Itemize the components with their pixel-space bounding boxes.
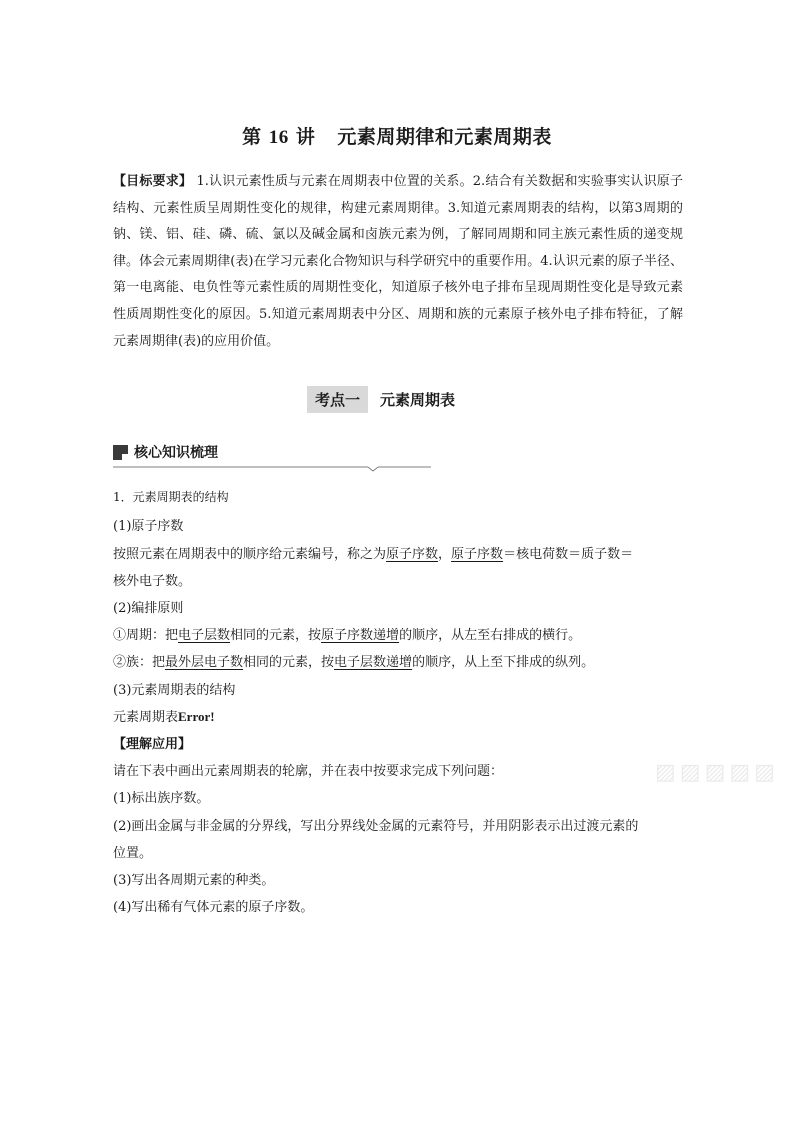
watermark: ▨▨▨▨▨ [655,760,779,785]
section-heading [307,386,467,413]
question-3: (3)写出各周期元素的种类。 [113,873,275,888]
heading-divider [113,465,431,477]
text: ， [438,547,452,562]
text: 的顺序，从左至右排成的横行。 [399,628,582,643]
blank-answer: 原子序数 [451,547,504,562]
text: ＝核电荷数＝质子数＝ [503,547,634,562]
lesson-name: 元素周期律和元素周期表 [337,126,552,148]
atomic-number-definition [113,543,633,562]
subheading-arrangement: (2)编排原则 [113,601,184,616]
blank-answer: 电子层数 [178,628,231,643]
goal-label: 【目标要求】 [113,174,193,189]
core-knowledge-label: 核心知识梳理 [134,445,218,461]
lesson-number: 16 [268,127,289,148]
section-topic: 元素周期表 [380,391,456,409]
goal-text: 1.认识元素性质与元素在周期表中位置的关系。2.结合有关数据和实验事实认识原子结构、元素性质呈周期性变化的规律，构建元素周期律。3.知道元素周期表的结构，以第3周期的钠、镁、铝、硅、磷、硫、氯以及碱金属和卤族元素为例，了解同周期和同主族元素性质的递变规律。体会元素周期律(表)在学习元素化合物知识与科学研究中的重要作用。4.认识元素的原子半径、第一电离能、电负性等元素性质的周期性变化，知道原子核外电子排布呈现周期性变化是导致元素性质周期性变化的原因。5.知道元素周期表中分区、周期和族的元素原子核外电子排布特征，了解元素周期律(表)的应用价值。 [113,174,683,349]
atomic-number-definition-cont: 核外电子数。 [113,574,192,589]
blank-answer: 原子序数 [386,547,439,562]
title-prefix: 第 [242,126,262,148]
group-rule [113,651,594,670]
goal-paragraph [113,169,683,355]
section-number: 考点一 [307,386,368,413]
blank-answer: 原子序数递增 [321,628,400,643]
apply-label: 【理解应用】 [113,737,192,752]
subheading-table-structure: (3)元素周期表的结构 [113,683,236,698]
subheading-atomic-number: (1)原子序数 [113,519,184,534]
blank-answer: 电子层数递增 [334,655,413,670]
core-knowledge-heading [113,442,218,462]
period-rule [113,624,581,643]
text: 相同的元素，按 [230,628,322,643]
title-suffix: 讲 [295,126,316,148]
text: 按照元素在周期表中的顺序给元素编号，称之为 [113,547,387,562]
question-4: (4)写出稀有气体元素的原子序数。 [113,900,314,915]
question-2: (2)画出金属与非金属的分界线，写出分界线处金属的元素符号，并用阴影表示出过渡元素的 [113,819,639,834]
text: 的顺序，从上至下排成的纵列。 [412,655,595,670]
apply-intro: 请在下表中画出元素周期表的轮廓，并在表中按要求完成下列问题： [113,764,504,779]
structure-line [113,706,215,725]
question-2-cont: 位置。 [113,846,153,861]
error-marker: Error! [178,709,215,724]
text: 元素周期表 [113,710,179,725]
text: ①周期：把 [113,628,179,643]
question-1: (1)标出族序数。 [113,791,210,806]
text: ②族：把 [113,655,166,670]
page-title [0,122,794,149]
text: 相同的元素，按 [243,655,335,670]
blank-answer: 最外层电子数 [165,655,244,670]
item-1-heading: 1．元素周期表的结构 [113,490,229,504]
square-bullet-icon [113,445,128,460]
